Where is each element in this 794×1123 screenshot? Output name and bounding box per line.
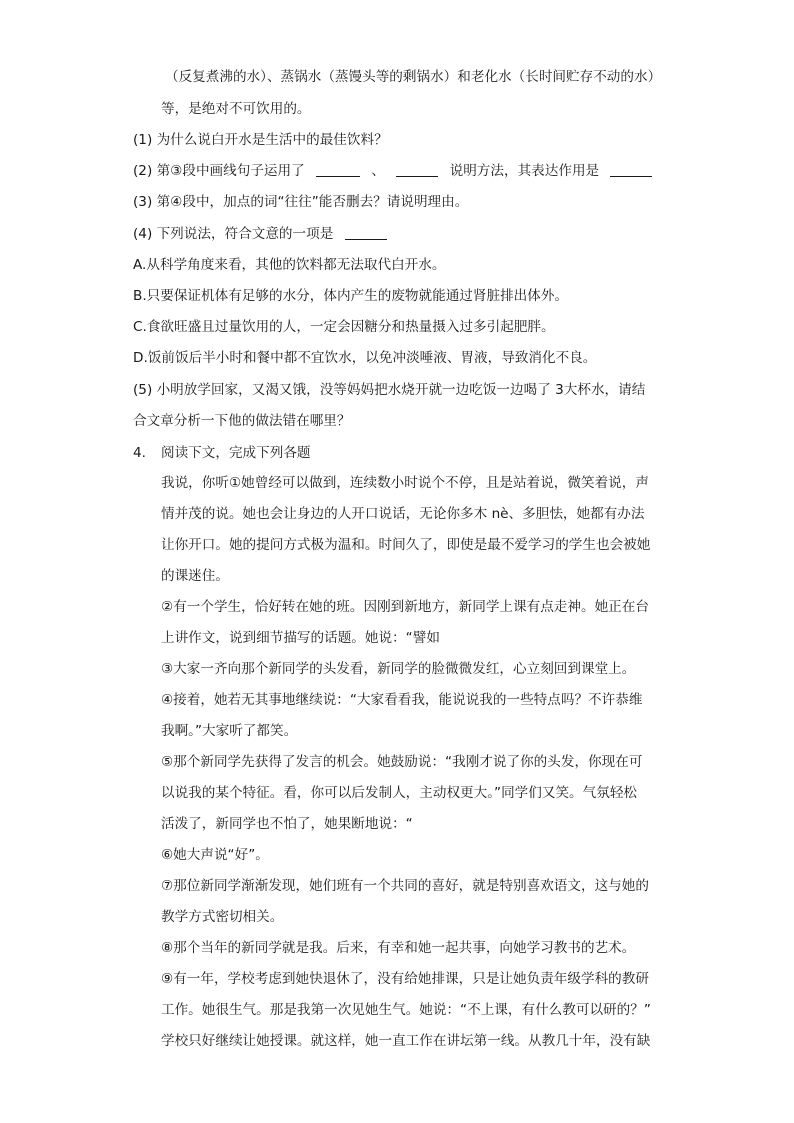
question-5: 合文章分析一下他的做法错在哪里？ — [133, 413, 351, 429]
option-d: D.饭前饭后半小时和餐中都不宜饮水，以免冲淡唾液、胃液，导致消化不良。 — [133, 350, 597, 366]
question-1: (1) 为什么说白开水是生活中的最佳饮料？ — [133, 132, 388, 148]
passage-line: 我啊。”大家听了都笑。 — [161, 723, 298, 739]
passage-line: ⑤那个新同学先获得了发言的机会。她鼓励说：“我刚才说了你的头发，你现在可 — [161, 754, 643, 770]
option-a: A.从科学角度来看，其他的饮料都无法取代白开水。 — [133, 257, 446, 273]
passage-line: 以说我的某个特征。看，你可以后发制人，主动权更大。”同学们又笑。气氛轻松 — [161, 785, 638, 801]
section-number: 4. — [133, 445, 146, 461]
passage-line: 我说，你听①她曾经可以做到，连续数小时说个不停，且是站着说，微笑着说，声 — [161, 475, 649, 491]
passage-line: 活泼了，新同学也不怕了，她果断地说：“ — [161, 816, 413, 832]
question-4-text: (4) 下列说法，符合文意的一项是 — [133, 226, 334, 242]
option-b: B.只要保证机体有足够的水分，体内产生的废物就能通过肾脏排出体外。 — [133, 288, 569, 304]
question-3: (3) 第④段中，加点的词“往往”能否删去？请说明理由。 — [133, 194, 469, 210]
question-2 — [133, 161, 652, 181]
answer-blank[interactable] — [610, 162, 652, 177]
question-2-text: (2) 第③段中画线句子运用了 — [133, 163, 305, 179]
passage-line: ⑨有一年，学校考虑到她快退休了，没有给她排课，只是让她负责年级学科的教研 — [161, 971, 649, 987]
passage-line: 的课迷住。 — [161, 568, 229, 584]
option-c: C.食欲旺盛且过量饮用的人，一定会因糖分和热量摄入过多引起肥胖。 — [133, 319, 555, 335]
passage-line: ⑧那个当年的新同学就是我。后来，有幸和她一起共事，向她学习教书的艺术。 — [161, 940, 636, 956]
passage-line: 等，是绝对不可饮用的。 — [161, 101, 311, 117]
passage-line: 教学方式密切相关。 — [161, 909, 284, 925]
passage-line: （反复煮沸的水）、蒸锅水（蒸馒头等的剩锅水）和老化水（长时间贮存不动的水） — [165, 69, 662, 85]
answer-blank[interactable] — [396, 162, 438, 177]
passage-line: ④接着，她若无其事地继续说：“大家看看我，能说说我的一些特点吗？不许恭维 — [161, 692, 643, 708]
question-2-text: 说明方法，其表达作用是 — [449, 163, 600, 179]
passage-line: ⑦那位新同学渐渐发现，她们班有一个共同的喜好，就是特别喜欢语文，这与她的 — [161, 878, 649, 894]
question-2-separator: 、 — [371, 163, 385, 179]
passage-line: 让你开口。她的提问方式极为温和。时间久了，即使是最不爱学习的学生也会被她 — [161, 537, 651, 553]
passage-line: 情并茂的说。她也会让身边的人开口说话，无论你多木 nè、多胆怯，她都有办法 — [161, 506, 645, 522]
answer-blank[interactable] — [316, 162, 360, 177]
passage-line: ③大家一齐向那个新同学的头发看，新同学的脸微微发红，心立刻回到课堂上。 — [161, 661, 636, 677]
passage-line: 工作。她很生气。那是我第一次见她生气。她说：“不上课，有什么教可以研的？” — [161, 1002, 651, 1018]
question-5: (5) 小明放学回家，又渴又饿，没等妈妈把水烧开就一边吃饭一边喝了 3大杯水，请结 — [133, 382, 646, 398]
passage-line: 上讲作文，说到细节描写的话题。她说：“譬如 — [161, 630, 440, 646]
answer-blank[interactable] — [345, 225, 387, 240]
passage-line: ⑥她大声说“好”。 — [161, 847, 269, 863]
passage-line: 学校只好继续让她授课。就这样，她一直工作在讲坛第一线。从教几十年，没有缺 — [161, 1033, 651, 1049]
passage-line: ②有一个学生，恰好转在她的班。因刚到新地方，新同学上课有点走神。她正在台 — [161, 599, 649, 615]
question-4 — [133, 224, 387, 244]
section-heading: 阅读下文，完成下列各题 — [161, 445, 311, 461]
